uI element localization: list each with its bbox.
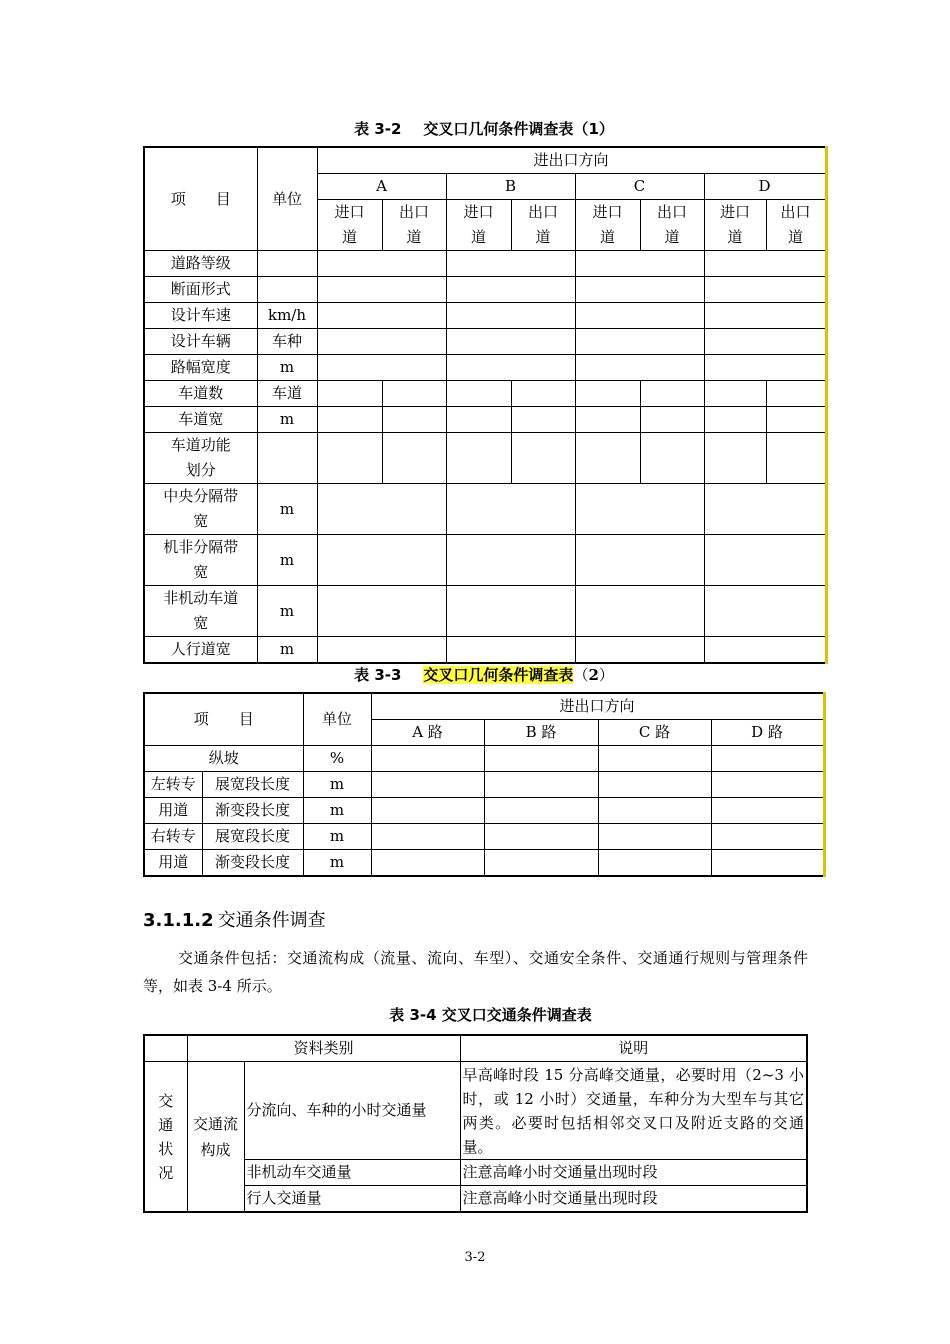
table-3-2-caption — [143, 118, 825, 139]
table-row — [144, 798, 824, 824]
row-unit: m — [303, 772, 371, 798]
row-unit: m — [257, 535, 317, 586]
header-category: 资料类别 — [187, 1035, 460, 1062]
left-turn-label-1: 左转专 — [144, 772, 202, 798]
row-unit: m — [257, 407, 317, 433]
table-row — [144, 746, 824, 772]
table-row — [144, 1186, 807, 1213]
section-heading — [143, 906, 326, 932]
table-row — [144, 586, 826, 637]
header-item: 项 目 — [144, 693, 303, 746]
entry-lane-a: 进口 道 — [317, 200, 382, 251]
table-3-3 — [143, 692, 826, 877]
exit-lane-c: 出口 道 — [640, 200, 704, 251]
group-traffic-status: 交 通 状 况 — [144, 1062, 187, 1213]
caption-paren: 1 — [588, 120, 599, 138]
road-c: C 路 — [598, 720, 711, 746]
table-3-4 — [143, 1034, 808, 1213]
caption-number: 表 3-2 — [354, 120, 402, 138]
row-label: 纵坡 — [144, 746, 303, 772]
row-label: 非机动车交通量 — [244, 1160, 460, 1186]
exit-lane-d: 出口 道 — [766, 200, 826, 251]
row-label: 渐变段长度 — [202, 850, 303, 877]
dir-b: B — [446, 174, 575, 200]
caption-title: 交叉口几何条件调查表（ — [423, 120, 589, 138]
row-unit: m — [257, 484, 317, 535]
row-unit: m — [257, 355, 317, 381]
caption-close: ） — [598, 120, 614, 138]
table-row — [144, 484, 826, 535]
table-row — [144, 850, 824, 877]
section-title: 交通条件调查 — [217, 910, 326, 931]
row-label: 行人交通量 — [244, 1186, 460, 1213]
caption-paren: （2） — [573, 666, 614, 684]
row-label: 人行道宽 — [144, 637, 257, 664]
subgroup-flow-composition: 交通流 构成 — [187, 1062, 244, 1213]
table-row — [144, 772, 824, 798]
row-description: 早高峰时段 15 分高峰交通量，必要时用（2~3 小时，或 12 小时）交通量，车种分为大型车与其它两类。必要时包括相邻交叉口及附近支路的交通量。 — [460, 1062, 807, 1160]
body-paragraph: 交通条件包括：交通流构成（流量、流向、车型）、交通安全条件、交通通行规则与管理条件等，如表 3-4 所示。 — [143, 949, 808, 995]
row-label: 路幅宽度 — [144, 355, 257, 381]
table-row — [144, 407, 826, 433]
table-3-3-caption — [143, 664, 825, 685]
row-label: 机非分隔带 宽 — [144, 535, 257, 586]
row-label: 设计车速 — [144, 303, 257, 329]
row-label: 车道功能 划分 — [144, 433, 257, 484]
road-a: A 路 — [371, 720, 484, 746]
row-unit: 车道 — [257, 381, 317, 407]
row-label: 车道宽 — [144, 407, 257, 433]
table-row — [144, 433, 826, 484]
row-label: 非机动车道 宽 — [144, 586, 257, 637]
table-row — [144, 535, 826, 586]
row-label: 断面形式 — [144, 277, 257, 303]
row-description: 注意高峰小时交通量出现时段 — [460, 1160, 807, 1186]
table-row — [144, 381, 826, 407]
header-unit: 单位 — [257, 147, 317, 251]
caption-number: 表 3-3 — [354, 666, 402, 684]
row-unit: m — [303, 798, 371, 824]
entry-lane-b: 进口 道 — [446, 200, 511, 251]
row-label: 展宽段长度 — [202, 772, 303, 798]
right-turn-label-2: 用道 — [144, 850, 202, 877]
dir-c: C — [575, 174, 704, 200]
entry-lane-d: 进口 道 — [704, 200, 766, 251]
road-b: B 路 — [484, 720, 598, 746]
table-row — [144, 277, 826, 303]
row-label: 中央分隔带 宽 — [144, 484, 257, 535]
page-number: 3-2 — [464, 1250, 486, 1265]
table-row — [144, 355, 826, 381]
exit-lane-b: 出口 道 — [511, 200, 575, 251]
dir-a: A — [317, 174, 446, 200]
table-row — [144, 824, 824, 850]
row-unit — [257, 277, 317, 303]
row-unit: m — [303, 850, 371, 877]
table-row — [144, 1062, 807, 1160]
exit-lane-a: 出口 道 — [382, 200, 446, 251]
row-label: 分流向、车种的小时交通量 — [244, 1062, 460, 1160]
header-unit: 单位 — [303, 693, 371, 746]
table-row — [144, 251, 826, 277]
header-item: 项 目 — [144, 147, 257, 251]
dir-d: D — [704, 174, 826, 200]
row-label: 车道数 — [144, 381, 257, 407]
entry-lane-c: 进口 道 — [575, 200, 640, 251]
row-unit: m — [303, 824, 371, 850]
row-unit — [257, 433, 317, 484]
row-unit: % — [303, 746, 371, 772]
row-label: 渐变段长度 — [202, 798, 303, 824]
row-label: 道路等级 — [144, 251, 257, 277]
row-unit: m — [257, 586, 317, 637]
table-3-4-caption: 表 3-4 交叉口交通条件调查表 — [389, 1006, 592, 1024]
table-row — [144, 1160, 807, 1186]
row-unit: km/h — [257, 303, 317, 329]
header-direction: 进出口方向 — [317, 147, 826, 174]
row-unit: m — [257, 637, 317, 664]
table-row — [144, 637, 826, 664]
row-label: 展宽段长度 — [202, 824, 303, 850]
caption-title: 交叉口几何条件调查表 — [423, 666, 574, 684]
row-description: 注意高峰小时交通量出现时段 — [460, 1186, 807, 1213]
row-label: 设计车辆 — [144, 329, 257, 355]
road-d: D 路 — [711, 720, 824, 746]
header-description: 说明 — [460, 1035, 807, 1062]
left-turn-label-2: 用道 — [144, 798, 202, 824]
table-3-2 — [143, 146, 828, 664]
row-unit: 车种 — [257, 329, 317, 355]
header-direction: 进出口方向 — [371, 693, 824, 720]
section-number: 3.1.1.2 — [143, 910, 214, 931]
table-row — [144, 329, 826, 355]
row-unit — [257, 251, 317, 277]
right-turn-label-1: 右转专 — [144, 824, 202, 850]
table-row — [144, 303, 826, 329]
